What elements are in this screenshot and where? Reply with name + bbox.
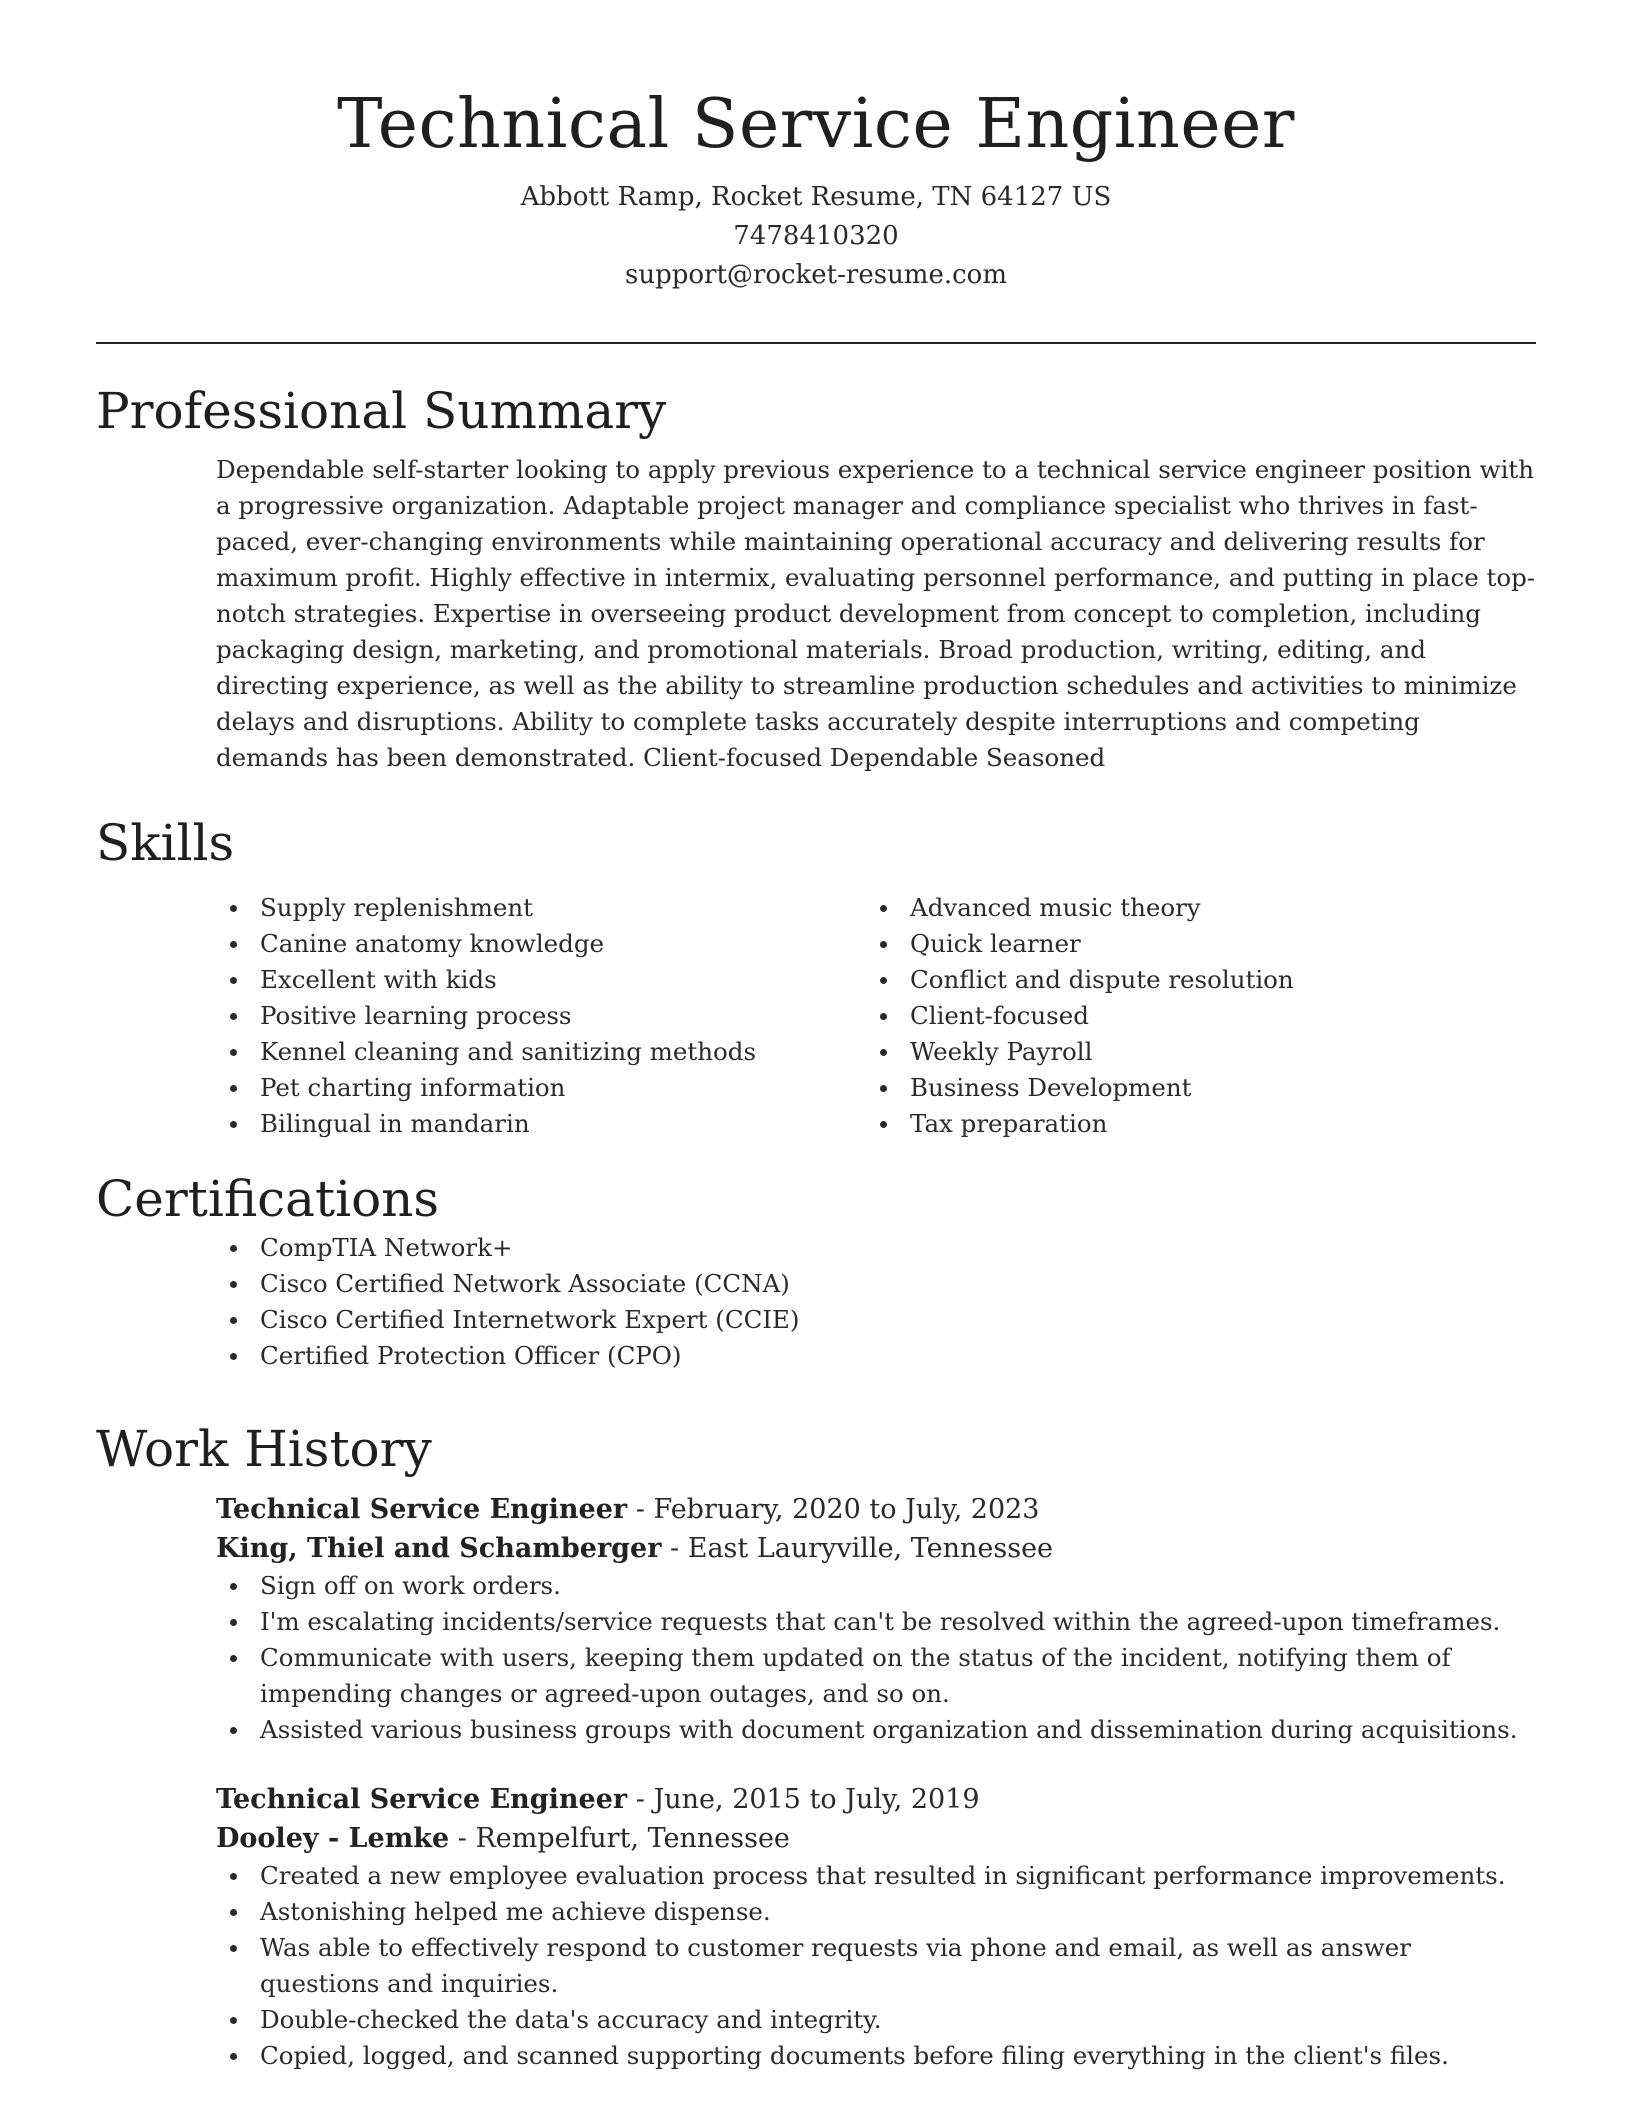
summary-text: Dependable self-starter looking to apply previous experience to a technical service engineer position with a progressive organization. Adaptable project manager and compliance specialist who thrives in fast-paced, ever-changing environments while maintaining operational accuracy and delivering results for maximum profit. Highly effective in intermix, evaluating personnel performance, and putting in place top-notch strategies. Expertise in overseeing product development from concept to completion, including packaging design, marketing, and promotional materials. Broad production, writing, editing, and directing experience, as well as the ability to streamline production schedules and activities to minimize delays and disruptions. Ability to complete tasks accurately despite interruptions and competing demands has been demonstrated. Client-focused Dependable Seasoned (216, 455, 1536, 772)
job-bullets (216, 1568, 1536, 1748)
contact-email: support@rocket-resume.com (624, 260, 1007, 290)
skill-item: Supply replenishment (216, 890, 866, 926)
job-bullet: Communicate with users, keeping them updated on the status of the incident, notifying them of impending changes or agreed-upon outages, and so on. (216, 1640, 1536, 1712)
job-role-line (216, 1490, 1536, 1529)
job-bullet: Astonishing helped me achieve dispense. (216, 1894, 1536, 1930)
header-divider (96, 342, 1536, 344)
job-bullet: I'm escalating incidents/service requests that can't be resolved within the agreed-upon timeframes. (216, 1604, 1536, 1640)
skill-item: Tax preparation (866, 1106, 1516, 1142)
work-history-section (96, 1418, 1536, 2074)
contact-address: Abbott Ramp, Rocket Resume, TN 64127 US (520, 182, 1112, 212)
job-company: Dooley - Lemke (216, 1823, 450, 1854)
certification-item: CompTIA Network+ (216, 1230, 1536, 1266)
skills-columns (216, 890, 1536, 1142)
skill-item: Positive learning process (216, 998, 866, 1034)
job-company: King, Thiel and Schamberger (216, 1533, 662, 1564)
skill-item: Canine anatomy knowledge (216, 926, 866, 962)
skill-item: Quick learner (866, 926, 1516, 962)
job-bullet: Copied, logged, and scanned supporting documents before filing everything in the client's files. (216, 2038, 1536, 2074)
job-location: - Rempelfurt, Tennessee (449, 1823, 790, 1854)
work-history-heading: Work History (96, 1420, 432, 1478)
skill-item: Weekly Payroll (866, 1034, 1516, 1070)
job-bullet: Was able to effectively respond to customer requests via phone and email, as well as answer questions and inquiries. (216, 1930, 1536, 2002)
summary-section (96, 380, 1536, 776)
skill-item: Kennel cleaning and sanitizing methods (216, 1034, 866, 1070)
certification-item: Certified Protection Officer (CPO) (216, 1338, 1536, 1374)
skills-list-left (216, 890, 866, 1142)
resume-header (0, 0, 1632, 295)
job-entry (216, 1490, 1536, 1748)
job-bullet: Sign off on work orders. (216, 1568, 1536, 1604)
job-role-line (216, 1780, 1536, 1819)
skill-item: Pet charting information (216, 1070, 866, 1106)
contact-block (0, 178, 1632, 295)
job-location: - East Lauryville, Tennessee (661, 1533, 1054, 1564)
certifications-list (216, 1230, 1536, 1374)
job-entry (216, 1780, 1536, 2074)
job-company-line (216, 1529, 1536, 1568)
job-dates: - February, 2020 to July, 2023 (627, 1494, 1040, 1525)
job-bullet: Created a new employee evaluation process that resulted in significant performance improvements. (216, 1858, 1536, 1894)
skill-item: Advanced music theory (866, 890, 1516, 926)
skill-item: Client-focused (866, 998, 1516, 1034)
skills-section (96, 812, 1536, 1142)
skill-item: Excellent with kids (216, 962, 866, 998)
job-bullet: Double-checked the data's accuracy and integrity. (216, 2002, 1536, 2038)
job-bullet: Assisted various business groups with document organization and dissemination during acquisitions. (216, 1712, 1536, 1748)
skills-heading: Skills (96, 814, 235, 872)
skill-item: Conflict and dispute resolution (866, 962, 1516, 998)
certifications-heading: Certifications (96, 1170, 440, 1228)
skill-item: Business Development (866, 1070, 1516, 1106)
job-role: Technical Service Engineer (216, 1784, 628, 1815)
contact-phone: 7478410320 (733, 221, 899, 251)
certification-item: Cisco Certified Network Associate (CCNA) (216, 1266, 1536, 1302)
certification-item: Cisco Certified Internetwork Expert (CCIE) (216, 1302, 1536, 1338)
job-bullets (216, 1858, 1536, 2074)
resume-name: Technical Service Engineer (337, 85, 1295, 164)
skill-item: Bilingual in mandarin (216, 1106, 866, 1142)
job-role: Technical Service Engineer (216, 1494, 628, 1525)
job-dates: - June, 2015 to July, 2019 (627, 1784, 980, 1815)
summary-heading: Professional Summary (96, 382, 667, 440)
certifications-section (96, 1168, 1536, 1374)
skills-list-right (866, 890, 1516, 1142)
job-company-line (216, 1819, 1536, 1858)
